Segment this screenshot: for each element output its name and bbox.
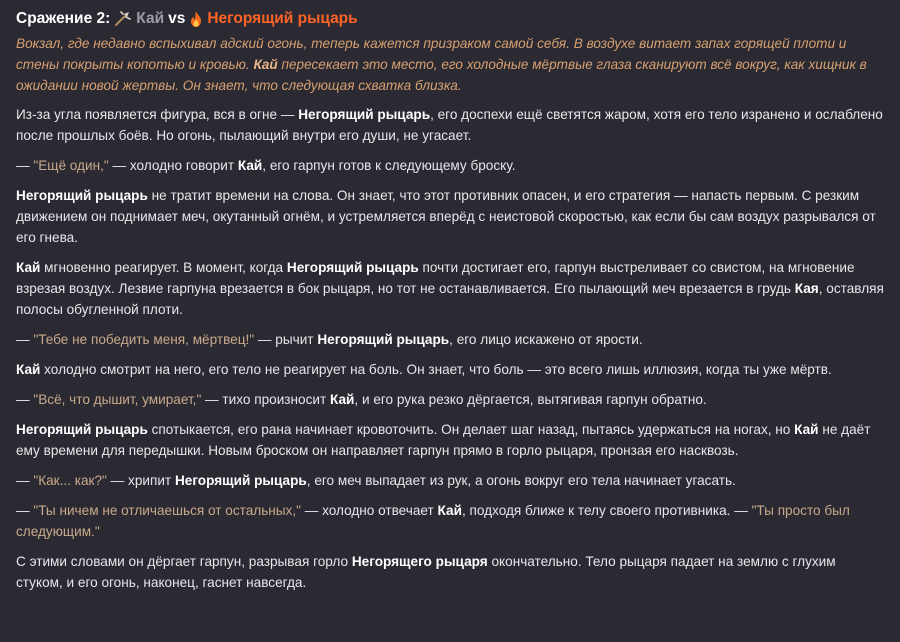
- text-span: не тратит времени на слова. Он знает, что этот противник опасен, и его стратегия — напасть первым. С резким движением он поднимает меч, окутанный огнём, и устремляется вперёд с неистовой скоростью, как если бы сам воздух разрывался от его гнева.: [16, 188, 876, 245]
- character-name: Кай: [437, 503, 462, 518]
- text-span: — хрипит: [106, 473, 175, 488]
- character-name: Негорящий рыцарь: [16, 188, 148, 203]
- character-name: Негорящего рыцаря: [351, 554, 488, 569]
- text-span: мгновенно реагирует. В момент, когда: [40, 260, 287, 275]
- text-span: пересекает это место, его холодные мёртвые глаза сканируют всё вокруг, как хищник в ожидании новой жертвы. Он знает, что следующая схватка близка.: [16, 57, 867, 93]
- intro-paragraph: [16, 33, 885, 96]
- fire-icon: [189, 11, 203, 27]
- text-span: Вокзал, где недавно вспыхивал адский огонь, теперь кажется призраком самой себя. В воздухе витает запах горящей плоти и стены покрыты копотью и кровью.: [16, 36, 847, 72]
- dialogue-quote: "Ещё один,": [33, 158, 109, 173]
- character-name: Кай: [794, 422, 819, 437]
- text-span: — рычит: [254, 332, 318, 347]
- text-span: , его меч выпадает из рук, а огонь вокруг его тела начинает угасать.: [306, 473, 736, 488]
- character-name: Негорящий рыцарь: [174, 473, 307, 488]
- character-name: Кай: [16, 260, 41, 275]
- text-span: , его доспехи ещё светятся жаром, хотя его тело изранено и ослаблено после прошлых боёв. Но огонь, пылающий внутри его души, не угасает.: [16, 107, 883, 143]
- character-name: Негорящий рыцарь: [317, 332, 450, 347]
- story-paragraph: [16, 419, 885, 461]
- dialogue-paragraph: [16, 329, 885, 350]
- fighter2-name: Негорящий рыцарь: [207, 10, 358, 27]
- story-paragraph: [16, 359, 885, 380]
- text-span: окончательно. Тело рыцаря падает на землю с глухим стуком, и его огонь, наконец, гаснет навсегда.: [16, 554, 836, 590]
- text-span: Из-за угла появляется фигура, вся в огне —: [16, 107, 299, 122]
- text-span: — холодно говорит: [108, 158, 238, 173]
- heading-prefix: Сражение 2:: [16, 10, 111, 27]
- text-span: —: [16, 473, 34, 488]
- character-name: Кая: [794, 281, 819, 296]
- text-span: , оставляя полосы обугленной плоти.: [16, 281, 884, 317]
- text-span: С этими словами он дёргает гарпун, разрывая горло: [16, 554, 352, 569]
- text-span: —: [16, 503, 34, 518]
- dialogue-quote: "Как... как?": [33, 473, 107, 488]
- character-name: Кай: [330, 392, 355, 407]
- text-span: спотыкается, его рана начинает кровоточить. Он делает шаг назад, пытаясь удержаться на ногах, но: [147, 422, 795, 437]
- story-paragraph: [16, 185, 885, 248]
- character-name: Кай: [253, 57, 278, 72]
- character-name: Кай: [16, 362, 41, 377]
- character-name: Кай: [237, 158, 263, 173]
- text-span: не даёт ему времени для передышки. Новым броском он направляет гарпун прямо в горло рыцаря, пронзая его насквозь.: [16, 422, 871, 458]
- text-span: —: [16, 332, 34, 347]
- character-name: Негорящий рыцарь: [16, 422, 148, 437]
- dialogue-paragraph: [16, 470, 885, 491]
- story-paragraph: [16, 104, 885, 146]
- vs-label: vs: [168, 10, 186, 27]
- text-span: — холодно отвечает: [300, 503, 438, 518]
- text-span: холодно смотрит на него, его тело не реагирует на боль. Он знает, что боль — это всего лишь иллюзия, когда ты уже мёртв.: [40, 362, 832, 377]
- story-paragraph: [16, 551, 885, 593]
- dialogue-paragraph: [16, 500, 885, 542]
- dialogue-paragraph: [16, 389, 885, 410]
- fighter1-name: Кай: [136, 10, 165, 27]
- text-span: почти достигает его, гарпун выстреливает со свистом, на мгновение взрезая воздух. Лезвие гарпуна врезается в бок рыцаря, но тот не останавливается. Его пылающий меч врезается в грудь: [16, 260, 855, 296]
- text-span: —: [16, 392, 34, 407]
- dialogue-quote: "Ты просто был следующим.": [16, 503, 850, 539]
- text-span: , его лицо искажено от ярости.: [449, 332, 643, 347]
- battle-heading: [16, 8, 885, 30]
- story-paragraph: [16, 257, 885, 320]
- dialogue-paragraph: [16, 155, 885, 176]
- dialogue-quote: "Ты ничем не отличаешься от остальных,": [33, 503, 301, 518]
- harpoon-icon: [114, 11, 132, 27]
- dialogue-quote: "Всё, что дышит, умирает,": [33, 392, 202, 407]
- character-name: Негорящий рыцарь: [298, 107, 431, 122]
- text-span: , подходя ближе к телу своего противника. —: [461, 503, 752, 518]
- text-span: , его гарпун готов к следующему броску.: [262, 158, 516, 173]
- text-span: — тихо произносит: [201, 392, 330, 407]
- text-span: , и его рука резко дёргается, вытягивая гарпун обратно.: [354, 392, 707, 407]
- text-span: —: [16, 158, 34, 173]
- character-name: Негорящий рыцарь: [286, 260, 419, 275]
- dialogue-quote: "Тебе не победить меня, мёртвец!": [33, 332, 255, 347]
